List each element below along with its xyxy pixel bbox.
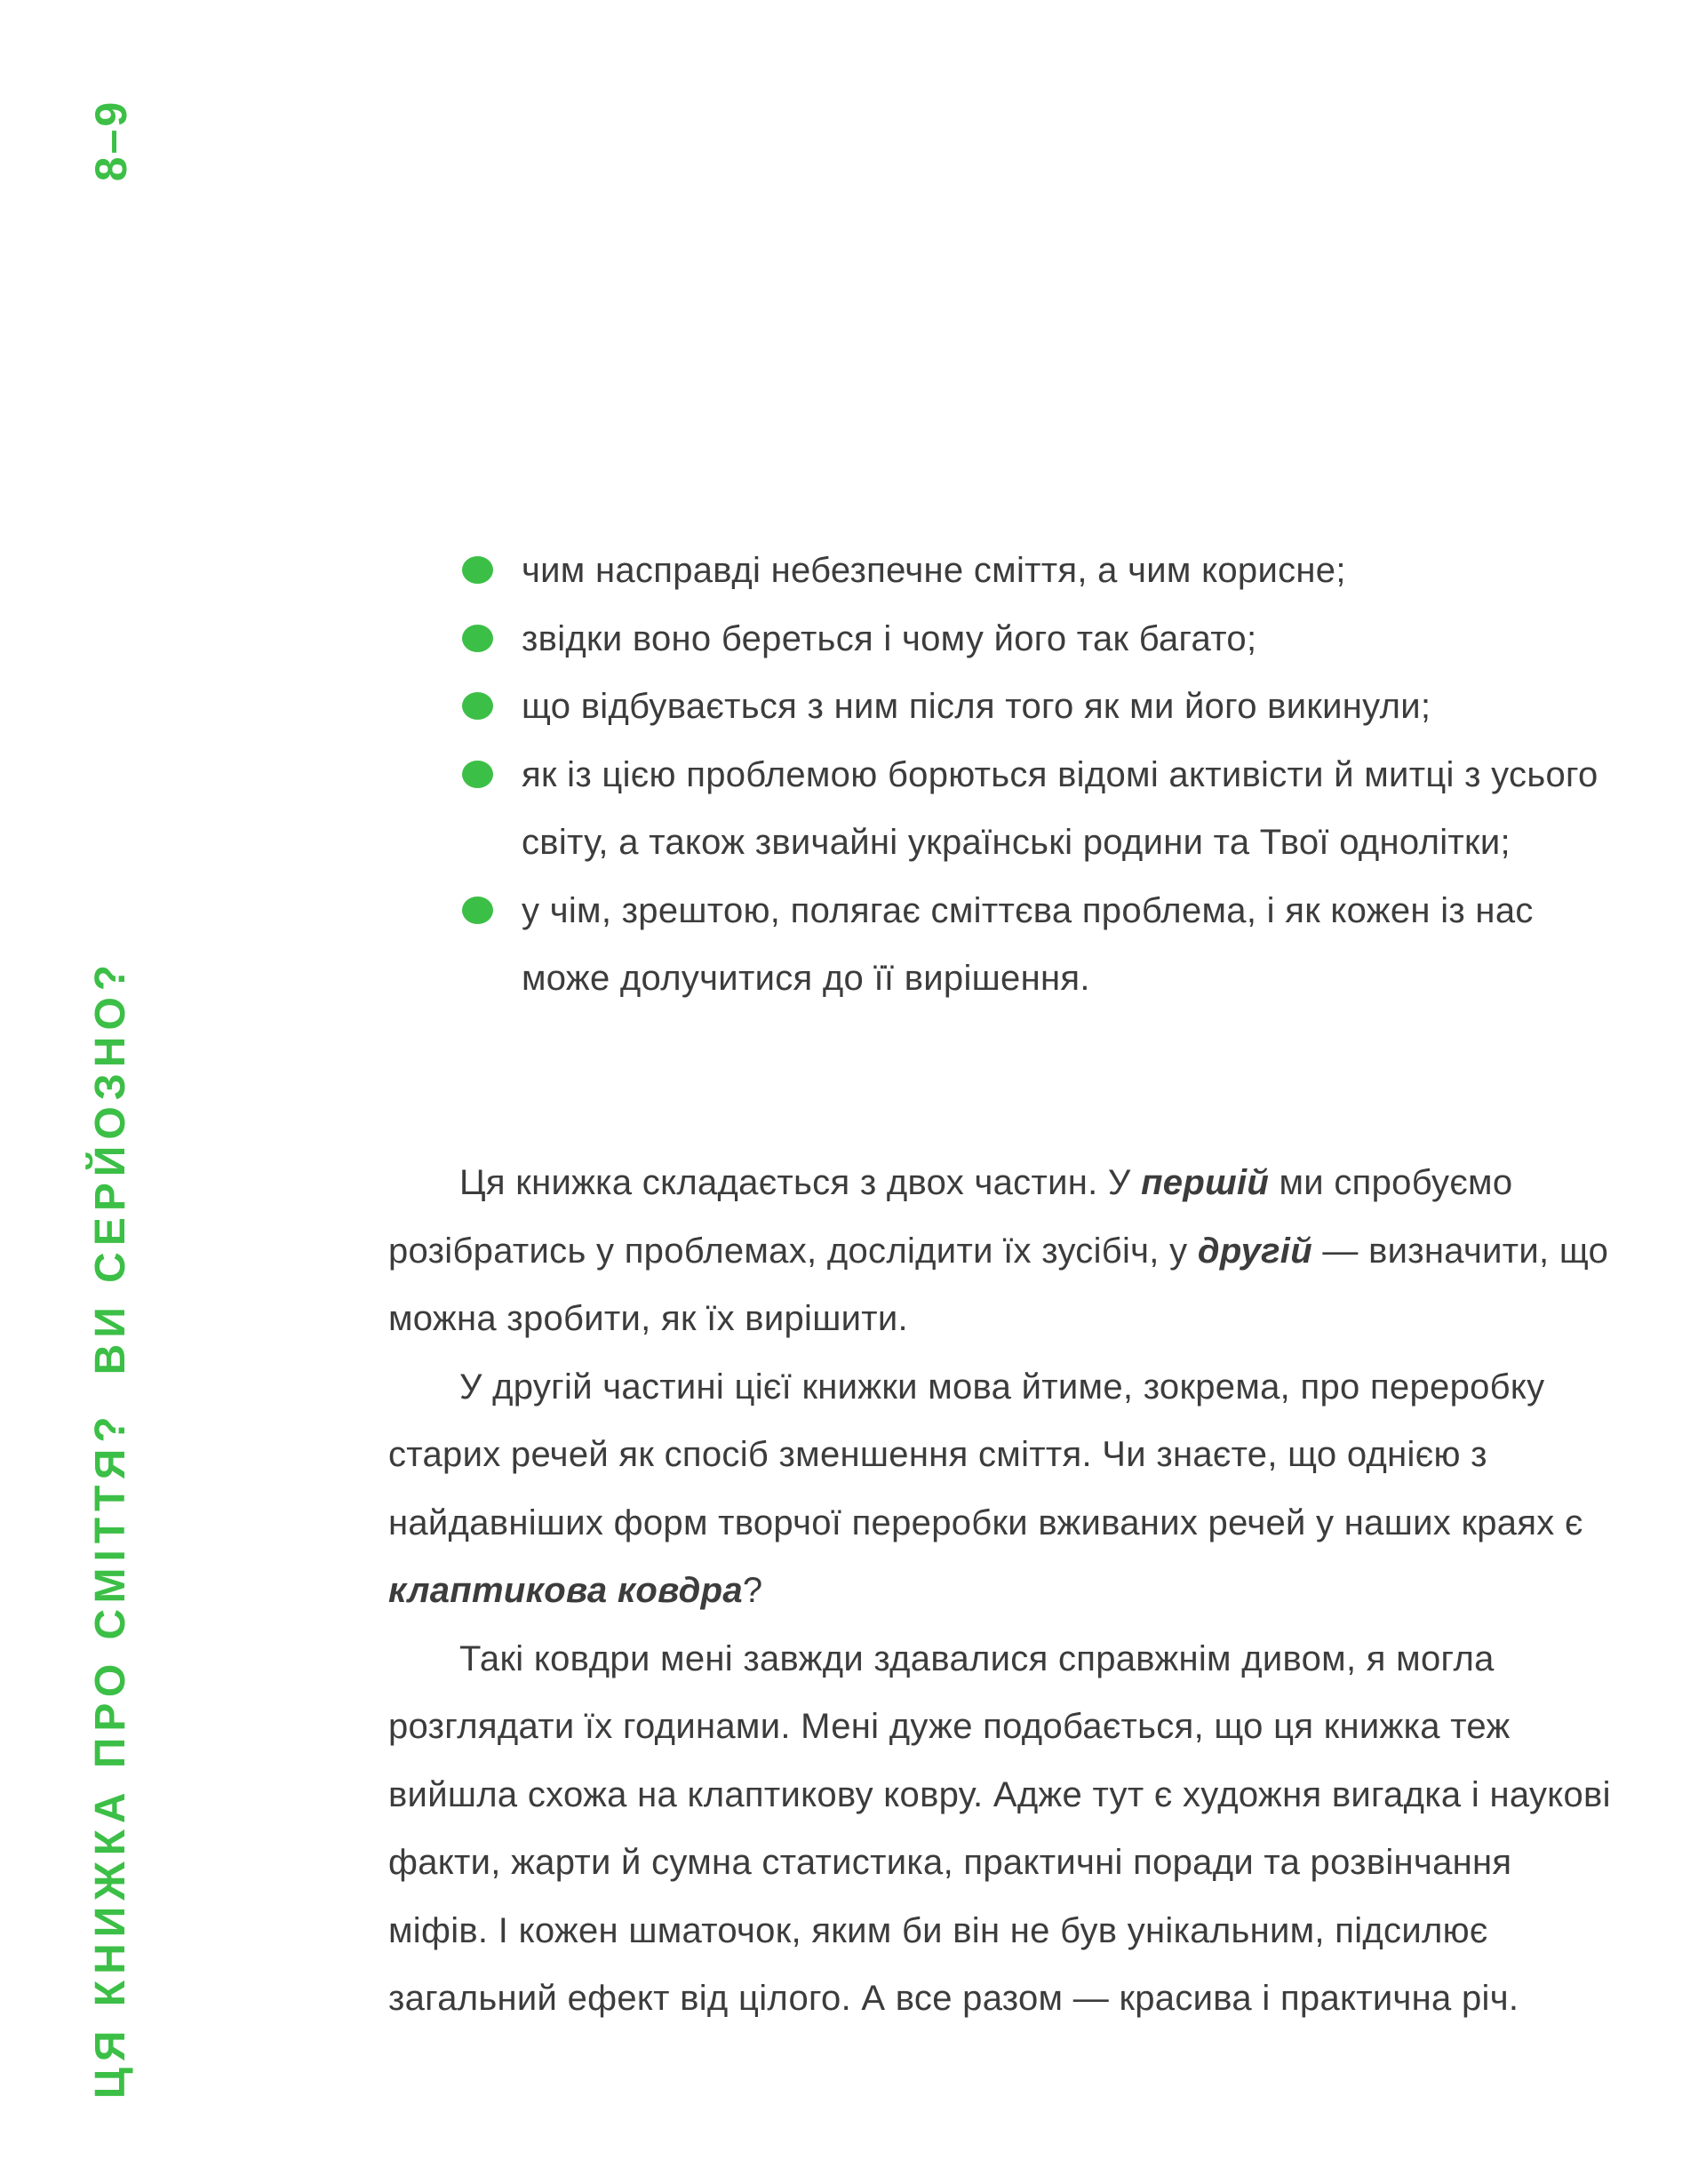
emphasis-second-part: другій [1197, 1231, 1312, 1271]
page-number [88, 96, 134, 185]
list-item-text: що відбувається з ним після того як ми його викинули; [522, 687, 1431, 726]
running-title-part2: ВИ СЕРЙОЗНО? [87, 958, 135, 1375]
list-item-text: чим насправді небезпечне сміття, а чим корисне; [522, 551, 1346, 590]
text-run: У другій частині цієї книжки мова йтиме, зокрема, про переробку старих речей як спосіб зменшення сміття. Чи знаєте, що однією з найдавніших форм творчої переробки вживаних речей у наших краях є [388, 1367, 1583, 1542]
text-run: Ця книжка складається з двох частин. У [459, 1163, 1142, 1202]
text-run: ми спробуємо розібратись у проблемах, дослідити їх зусібіч, у [388, 1163, 1513, 1271]
list-item-text: як із цією проблемою борються відомі активісти й митці з усього світу, а також звичайні українські родини та Твої однолітки; [522, 754, 1598, 862]
body-text [388, 1149, 1613, 2033]
text-run: — визначити, що можна зробити, як їх вирішити. [388, 1231, 1609, 1338]
list-item [458, 605, 1613, 674]
running-title [88, 960, 134, 2097]
list-item [458, 877, 1613, 1013]
list-item [458, 537, 1613, 605]
green-dot-icon [462, 692, 493, 720]
running-title-part1: ЦЯ КНИЖКА ПРО СМІТТЯ? [87, 1409, 135, 2099]
list-item-text: звідки воно береться і чому його так багато; [522, 618, 1257, 658]
green-dot-icon [462, 761, 493, 788]
text-run: ? [742, 1571, 763, 1610]
running-title-text [87, 958, 136, 2098]
list-item [458, 741, 1613, 877]
green-dot-icon [462, 625, 493, 652]
paragraph-patchwork-quilt [388, 1353, 1613, 1625]
emphasis-patchwork-quilt: клаптикова ковдра [388, 1571, 743, 1610]
list-item-text: у чім, зрештою, полягає сміттєва проблема, і як кожен із нас може долучитися до її вирішення. [522, 890, 1534, 998]
paragraph-quilts-wonder: Такі ковдри мені завжди здавалися справжнім дивом, я могла розглядати їх годинами. Мені дуже подобається, що ця книжка теж вийшла схожа на клаптикову ковру. Адже тут є художня вигадка і наукові факти, жарти й сумна статистика, практичні поради та розвінчання міфів. І кожен шматочок, яким би він не був унікальним, підсилює загальний ефект від цілого. А все разом — красива і практична річ. [388, 1638, 1611, 2018]
green-dot-icon [462, 556, 493, 584]
page-number-text: 8–9 [86, 99, 136, 182]
paragraph-book-parts [388, 1149, 1613, 1353]
emphasis-first-part: першій [1141, 1163, 1270, 1202]
list-item [458, 673, 1613, 741]
green-dot-icon [462, 897, 493, 924]
bullet-list [458, 537, 1613, 1013]
